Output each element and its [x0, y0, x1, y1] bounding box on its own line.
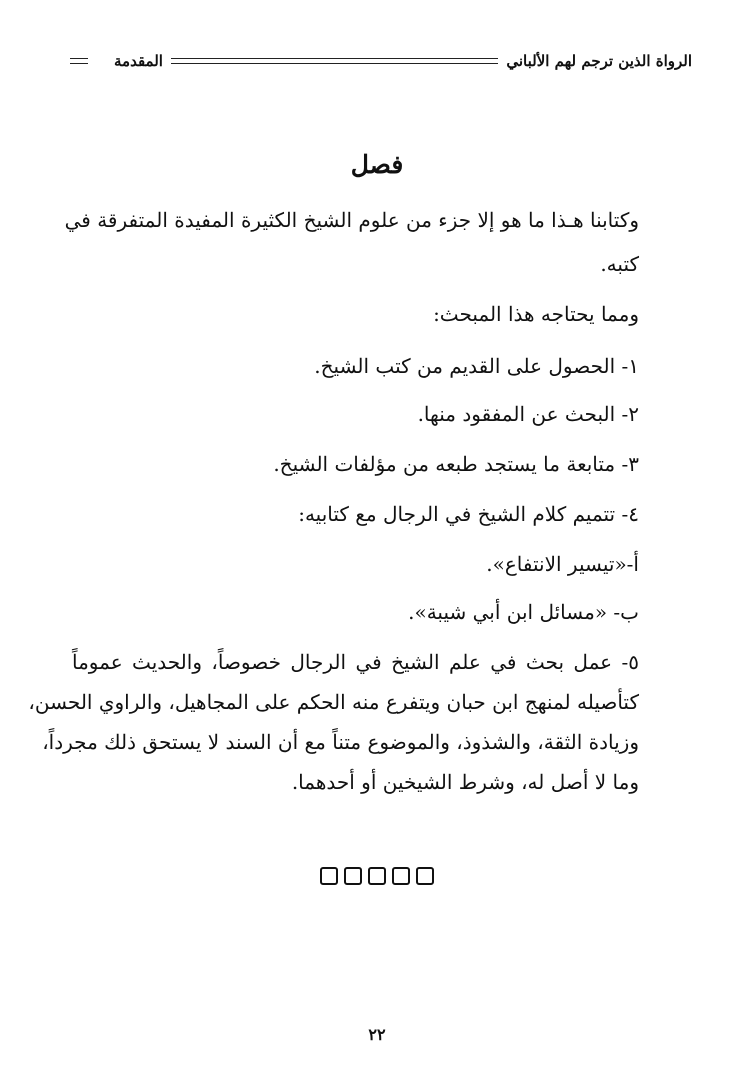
header-book-title: الرواة الذين ترجم لهم الألباني [506, 52, 692, 70]
page-number: ٢٢ [368, 1025, 386, 1044]
square-ornament-icon [344, 867, 362, 885]
paragraph-line: وما لا أصل له، وشرط الشيخين أو أحدهما. [291, 770, 639, 794]
paragraph-line: كتبه. [600, 252, 639, 276]
list-item: ٢- البحث عن المفقود منها. [417, 402, 639, 426]
square-ornament-icon [368, 867, 386, 885]
list-item: ١- الحصول على القديم من كتب الشيخ. [314, 354, 639, 378]
paragraph-line: كتأصيله لمنهج ابن حبان ويتفرع منه الحكم على المجاهيل، والراوي الحسن، [28, 690, 639, 714]
paragraph-line: وكتابنا هـذا ما هو إلا جزء من علوم الشيخ الكثيرة المفيدة المتفرقة في [64, 208, 639, 232]
square-ornament-icon [416, 867, 434, 885]
square-ornament-icon [392, 867, 410, 885]
paragraph-line: وزيادة الثقة، والشذوذ، والموضوع متناً مع أن السند لا يستحق ذلك مجرداً، [42, 730, 639, 754]
running-header [70, 46, 692, 76]
square-ornament-icon [320, 867, 338, 885]
list-subitem: أ-«تيسير الانتفاع». [486, 552, 639, 576]
header-section-title: المقدمة [114, 52, 163, 70]
section-title: فصل [350, 150, 404, 179]
section-end-ornament [0, 867, 754, 885]
header-ornament [70, 58, 88, 64]
list-item: ٣- متابعة ما يستجد طبعه من مؤلفات الشيخ. [273, 452, 639, 476]
paragraph-line: ومما يحتاجه هذا المبحث: [433, 302, 639, 326]
header-rule [171, 58, 498, 64]
list-item: ٥- عمل بحث في علم الشيخ في الرجال خصوصاً، والحديث عموماً [72, 650, 639, 674]
list-item: ٤- تتميم كلام الشيخ في الرجال مع كتابيه: [298, 502, 639, 526]
list-subitem: ب- «مسائل ابن أبي شيبة». [408, 600, 639, 624]
